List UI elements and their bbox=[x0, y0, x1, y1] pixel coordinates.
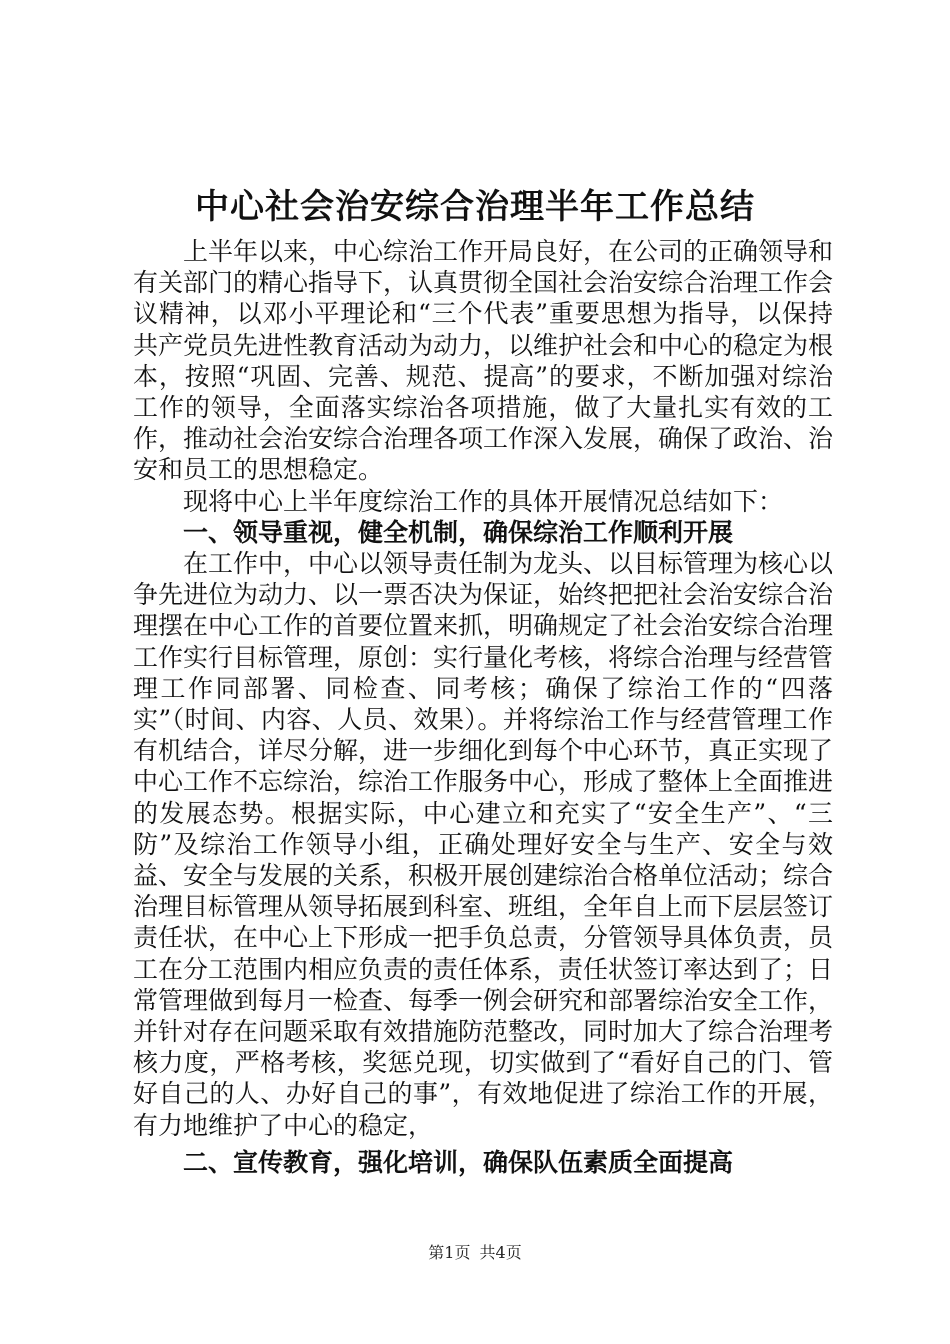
section-2-heading: 二、宣传教育，强化培训，确保队伍素质全面提高 bbox=[183, 1147, 734, 1177]
section-1-paragraph: 在工作中，中心以领导责任制为龙头、以目标管理为核心以争先进位为动力、以一票否决为保证，始终把把社会治安综合治理摆在中心工作的首要位置来抓，明确规定了社会治安综合治理工作实行目标管理，原创：实行量化考核，将综合治理与经营管理工作同部署、同检查、同考核；确保了综治工作的“四落实”（时间、内容、人员、效果）。并将综治工作与经营管理工作有机结合，详尽分解，进一步细化到每个中心环节，真正实现了中心工作不忘综治，综治工作服务中心，形成了整体上全面推进的发展态势。根据实际，中心建立和充实了“安全生产”、“三防”及综治工作领导小组，正确处理好安全与生产、安全与效益、安全与发展的关系，积极开展创建综治合格单位活动；综合治理目标管理从领导拓展到科室、班组，全年自上而下层层签订责任状，在中心上下形成一把手负总责，分管领导具体负责，员工在分工范围内相应负责的责任体系，责任状签订率达到了；日常管理做到每月一检查、每季一例会研究和部署综治安全工作，并针对存在问题采取有效措施防范整改，同时加大了综合治理考核力度，严格考核，奖惩兑现，切实做到了“看好自己的门、管好自己的人、办好自己的事”，有效地促进了综治工作的开展，有力地维护了中心的稳定， bbox=[133, 549, 834, 1140]
summary-lead-paragraph: 现将中心上半年度综治工作的具体开展情况总结如下： bbox=[183, 486, 784, 516]
page-footer bbox=[0, 1243, 950, 1263]
section-1-heading: 一、领导重视，健全机制，确保综治工作顺利开展 bbox=[183, 517, 734, 547]
page-total: 共4页 bbox=[479, 1243, 522, 1262]
intro-paragraph: 上半年以来，中心综治工作开局良好，在公司的正确领导和有关部门的精心指导下，认真贯彻全国社会治安综合治理工作会议精神，以邓小平理论和“三个代表”重要思想为指导，以保持共产党员先进性教育活动为动力，以维护社会和中心的稳定为根本，按照“巩固、完善、规范、提高”的要求，不断加强对综治工作的领导，全面落实综治各项措施，做了大量扎实有效的工作，推动社会治安综合治理各项工作深入发展，确保了政治、治安和员工的思想稳定。 bbox=[133, 237, 834, 485]
document-body bbox=[133, 236, 833, 1178]
page-number: 第1页 bbox=[428, 1243, 471, 1262]
document-title: 中心社会治安综合治理半年工作总结 bbox=[195, 187, 755, 227]
